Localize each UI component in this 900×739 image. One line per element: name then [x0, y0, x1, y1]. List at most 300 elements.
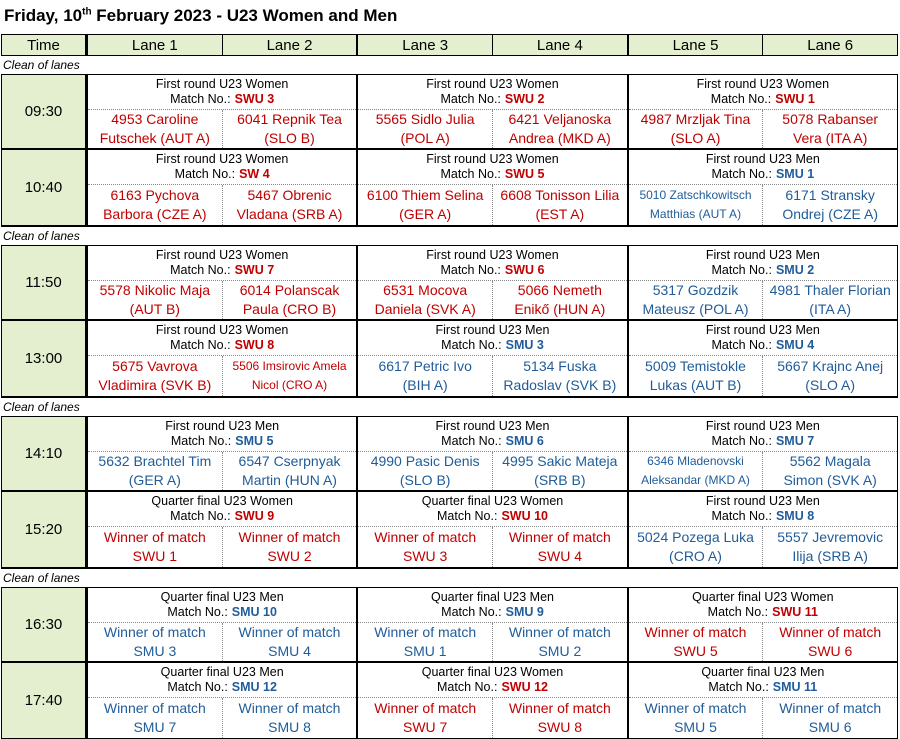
match-header — [629, 75, 897, 109]
round-label: First round U23 Men — [705, 494, 820, 508]
match-number-line — [358, 263, 626, 278]
match-number: SMU 8 — [775, 509, 815, 523]
match-no-label: Match No.: — [170, 434, 232, 448]
match-number: SWU 7 — [234, 263, 275, 277]
lane-entry-line: Nicol (CRO A) — [251, 378, 328, 392]
lane-entry-line: 5078 Rabanser — [782, 111, 879, 127]
lane-entry — [223, 698, 357, 738]
round-label: First round U23 Men — [705, 323, 820, 337]
lane-entry — [763, 110, 897, 148]
lane-entry-line: 6421 Veljanoska — [508, 111, 612, 127]
lane-entry-line: Winner of match — [238, 529, 341, 545]
match-no-label: Match No.: — [170, 509, 231, 523]
lane-entry-line: 6617 Petric Ivo — [378, 358, 472, 374]
round-label: First round U23 Men — [435, 323, 550, 337]
lane-entry-line: SWU 8 — [537, 719, 582, 735]
lane-pair — [629, 109, 897, 148]
lane-entry — [88, 698, 223, 738]
lane-entry-line: 6041 Repnik Tea — [237, 111, 342, 127]
header-lane-5: Lane 5 — [629, 35, 764, 55]
match-cell — [358, 75, 628, 148]
match-no-label: Match No.: — [167, 680, 228, 694]
lane-pair — [88, 109, 356, 148]
match-number-line — [88, 92, 356, 107]
clean-of-lanes-label: Clean of lanes — [3, 58, 80, 72]
lane-entry — [88, 623, 223, 661]
match-cell — [88, 246, 358, 319]
schedule-blocks — [1, 56, 898, 739]
time-block — [1, 74, 898, 226]
lane-entry-line: (AUT B) — [129, 301, 180, 317]
clean-of-lanes-label: Clean of lanes — [1, 397, 898, 416]
lane-entry — [223, 281, 357, 319]
match-cell — [629, 150, 897, 225]
lane-entry-line: 5024 Pozega Luka — [637, 529, 754, 545]
lane-entry-line: (SLO A) — [670, 130, 721, 146]
round-label: First round U23 Women — [155, 152, 289, 166]
lane-entry — [358, 452, 493, 490]
lane-pair — [358, 622, 626, 661]
match-cell — [88, 75, 358, 148]
lane-entry-line: Winner of match — [238, 624, 341, 640]
lane-pair — [358, 280, 626, 319]
lane-entry-line: Martin (HUN A) — [242, 472, 337, 488]
lane-entry-line: Winner of match — [644, 624, 747, 640]
header-lane-4: Lane 4 — [493, 35, 629, 55]
lane-entry — [88, 527, 223, 567]
match-number: SWU 11 — [772, 605, 818, 619]
match-no-label: Match No.: — [441, 434, 502, 448]
header-lane-2: Lane 2 — [223, 35, 359, 55]
lane-entry-line: SMU 7 — [133, 719, 177, 735]
round-label: First round U23 Women — [155, 323, 289, 337]
lane-entry — [493, 623, 627, 661]
match-cell — [358, 150, 628, 225]
lane-entry-line: Winner of match — [103, 624, 206, 640]
round-label: Quarter final U23 Women — [692, 590, 834, 604]
lane-entry — [358, 698, 493, 738]
lane-entry — [358, 185, 493, 225]
lane-entry — [629, 281, 764, 319]
round-label: Quarter final U23 Women — [421, 494, 564, 508]
time-cell: 14:10 — [2, 417, 88, 490]
lane-entry-line: Aleksandar (MKD A) — [641, 473, 750, 487]
lane-entry-line: Barbora (CZE A) — [103, 206, 207, 222]
match-header — [358, 246, 626, 280]
lane-entry-line: Vladimira (SVK B) — [98, 377, 212, 393]
lane-entry-line: Ondrej (CZE A) — [782, 206, 879, 222]
match-cell — [88, 417, 358, 490]
match-number: SMU 11 — [772, 680, 818, 694]
lane-entry — [88, 110, 223, 148]
match-header — [358, 321, 626, 355]
match-number-line — [358, 167, 626, 182]
round-label: First round U23 Men — [165, 419, 280, 433]
time-cell: 15:20 — [2, 492, 88, 567]
match-header — [629, 321, 897, 355]
clean-of-lanes-label: Clean of lanes — [1, 568, 898, 587]
lane-entry-line: (EST A) — [535, 206, 585, 222]
lane-pair — [629, 355, 897, 396]
lane-entry-line: 4987 Mrzljak Tina — [640, 111, 751, 127]
match-no-label: Match No.: — [711, 167, 772, 181]
match-number: SMU 1 — [775, 167, 815, 181]
match-header — [629, 588, 897, 622]
match-header — [358, 150, 626, 184]
lane-entry — [358, 527, 493, 567]
lane-entry-line: (GER A) — [128, 472, 181, 488]
match-number-line — [629, 338, 897, 353]
round-label: First round U23 Men — [435, 419, 550, 433]
lane-entry-line: Vera (ITA A) — [792, 130, 868, 146]
lane-entry-line: Mateusz (POL A) — [642, 301, 749, 317]
lane-entry-line: 5009 Temistokle — [645, 358, 746, 374]
match-number: SMU 10 — [231, 605, 277, 619]
match-no-label: Match No.: — [174, 167, 236, 181]
match-number: SWU 8 — [234, 338, 275, 352]
lane-entry-line: Simon (SVK A) — [783, 472, 877, 488]
lane-entry-line: SMU 4 — [268, 643, 311, 659]
lane-entry — [763, 185, 897, 225]
lane-entry-line: 5467 Obrenic — [247, 187, 332, 203]
match-header — [358, 663, 626, 697]
lane-entry — [763, 698, 897, 738]
lane-entry-line: 5506 Imsirovic Amela — [232, 359, 347, 373]
lane-entry — [629, 698, 764, 738]
lane-entry — [629, 110, 764, 148]
lane-entry-line: Paula (CRO B) — [242, 301, 337, 317]
round-label: Quarter final U23 Men — [160, 665, 284, 679]
match-cell — [358, 321, 628, 396]
lane-entry-line: 6547 Cserpnyak — [238, 453, 341, 469]
match-cell — [629, 75, 897, 148]
match-number-line — [88, 509, 356, 524]
lane-entry-line: Daniela (SVK A) — [374, 301, 476, 317]
lane-pair — [88, 526, 356, 567]
time-cell: 09:30 — [2, 75, 88, 148]
round-label: First round U23 Women — [426, 77, 559, 91]
lane-pair — [629, 280, 897, 319]
round-label: Quarter final U23 Men — [701, 665, 825, 679]
match-number-line — [629, 263, 897, 278]
lane-entry-line: Winner of match — [374, 700, 477, 716]
lane-entry-line: 5578 Nikolic Maja — [99, 282, 211, 298]
lane-pair — [358, 526, 626, 567]
round-label: First round U23 Men — [705, 248, 820, 262]
lane-entry-line: (SLO B) — [264, 130, 315, 146]
lane-entry-line: 6100 Thiem Selina — [366, 187, 484, 203]
lane-entry-line: Winner of match — [374, 529, 477, 545]
match-no-label: Match No.: — [711, 338, 772, 352]
lane-entry — [493, 356, 627, 396]
match-cell — [88, 588, 358, 661]
match-number: SMU 7 — [775, 434, 815, 448]
match-header — [358, 588, 626, 622]
schedule-row — [2, 321, 897, 396]
schedule-row — [2, 75, 897, 150]
lane-entry — [629, 527, 764, 567]
lane-entry-line: SMU 2 — [538, 643, 582, 659]
match-number: SMU 2 — [775, 263, 815, 277]
match-number-line — [629, 680, 897, 695]
lane-entry — [493, 185, 627, 225]
round-label: First round U23 Women — [155, 77, 289, 91]
match-cell — [88, 321, 358, 396]
match-header — [88, 321, 356, 355]
round-label: First round U23 Women — [696, 77, 830, 91]
match-header — [88, 663, 356, 697]
round-label: First round U23 Women — [155, 248, 289, 262]
lane-entry-line: SWU 2 — [267, 548, 312, 564]
lane-entry — [88, 185, 223, 225]
lane-pair — [88, 280, 356, 319]
match-number-line — [358, 338, 626, 353]
match-header — [358, 417, 626, 451]
lane-entry-line: (SRB B) — [534, 472, 586, 488]
header-time: Time — [2, 35, 88, 55]
match-no-label: Match No.: — [708, 680, 769, 694]
lane-pair — [358, 355, 626, 396]
lane-entry-line: 6608 Tonisson Lilia — [500, 187, 620, 203]
time-cell: 11:50 — [2, 246, 88, 319]
lane-entry-line: 5667 Krajnc Anej — [777, 358, 884, 374]
match-cell — [629, 663, 897, 738]
schedule-row — [2, 417, 897, 492]
schedule-row — [2, 246, 897, 321]
lane-entry-line: Andrea (MKD A) — [508, 130, 611, 146]
match-header — [629, 417, 897, 451]
match-no-label: Match No.: — [707, 605, 769, 619]
lane-entry-line: SMU 6 — [808, 719, 852, 735]
lane-entry-line: SWU 7 — [402, 719, 448, 735]
lane-entry-line: (SLO A) — [805, 377, 856, 393]
match-header — [629, 492, 897, 526]
round-label: Quarter final U23 Men — [431, 590, 554, 604]
time-block — [1, 587, 898, 739]
lane-entry-line: 5557 Jevremovic — [777, 529, 884, 545]
match-header — [88, 492, 356, 526]
lane-pair — [358, 451, 626, 490]
lane-entry — [629, 356, 764, 396]
match-header — [88, 150, 356, 184]
lane-pair — [88, 622, 356, 661]
match-header — [629, 246, 897, 280]
round-label: Quarter final U23 Men — [160, 590, 284, 604]
lane-entry — [763, 356, 897, 396]
match-header — [629, 150, 897, 184]
match-number: SWU 12 — [501, 680, 548, 694]
match-cell — [629, 417, 897, 490]
lane-entry-line: Radoslav (SVK B) — [503, 377, 617, 393]
lane-entry-line: Winner of match — [238, 700, 341, 716]
lane-entry-line: SWU 1 — [132, 548, 177, 564]
header-lane-1: Lane 1 — [88, 35, 223, 55]
match-cell — [358, 492, 628, 567]
match-number-line — [358, 434, 626, 449]
match-header — [88, 246, 356, 280]
match-number-line — [629, 605, 897, 620]
lane-entry-line: Winner of match — [779, 624, 882, 640]
time-block — [1, 245, 898, 397]
lane-entry-line: Winner of match — [644, 700, 747, 716]
lane-entry-line: 5134 Fuska — [523, 358, 597, 374]
lane-entry-line: 4995 Sakic Mateja — [502, 453, 618, 469]
match-number-line — [629, 167, 897, 182]
lane-pair — [88, 451, 356, 490]
match-number: SWU 1 — [775, 92, 815, 106]
time-block — [1, 416, 898, 568]
lane-entry — [493, 110, 627, 148]
match-number: SWU 2 — [504, 92, 545, 106]
lane-entry — [763, 281, 897, 319]
round-label: First round U23 Women — [426, 152, 559, 166]
lane-entry-line: SMU 8 — [268, 719, 311, 735]
lane-entry-line: 5562 Magala — [789, 453, 871, 469]
lane-entry-line: Futschek (AUT A) — [99, 130, 210, 146]
match-no-label: Match No.: — [711, 509, 772, 523]
match-no-label: Match No.: — [440, 167, 501, 181]
lane-entry — [493, 281, 627, 319]
lane-entry-line: SWU 6 — [807, 643, 853, 659]
match-no-label: Match No.: — [711, 434, 772, 448]
lane-entry-line: 6531 Mocova — [383, 282, 468, 298]
lane-entry — [763, 623, 897, 661]
lane-entry-line: Matthias (AUT A) — [649, 207, 742, 221]
lane-pair — [358, 184, 626, 225]
lane-entry-line: Ilija (SRB A) — [792, 548, 868, 564]
lane-entry-line: SMU 1 — [403, 643, 447, 659]
lane-entry — [223, 527, 357, 567]
lane-entry — [358, 281, 493, 319]
lane-entry — [358, 110, 493, 148]
match-cell — [358, 417, 628, 490]
lane-entry — [223, 185, 357, 225]
match-number: SMU 5 — [235, 434, 274, 448]
lane-entry — [88, 452, 223, 490]
round-label: Quarter final U23 Women — [151, 494, 293, 508]
lane-entry-line: Winner of match — [103, 529, 206, 545]
lane-entry-line: SMU 3 — [133, 643, 177, 659]
match-number-line — [358, 605, 626, 620]
match-number-line — [88, 434, 356, 449]
lane-entry-line: 5565 Sidlo Julia — [375, 111, 475, 127]
lane-entry-line: Winner of match — [779, 700, 882, 716]
lane-entry-line: SMU 5 — [674, 719, 717, 735]
match-no-label: Match No.: — [710, 92, 772, 106]
match-header — [629, 663, 897, 697]
lane-entry — [88, 281, 223, 319]
lane-entry-line: 4981 Thaler Florian — [769, 282, 891, 298]
match-no-label: Match No.: — [440, 263, 501, 277]
match-header — [88, 75, 356, 109]
match-number-line — [88, 263, 356, 278]
schedule-row — [2, 663, 897, 738]
match-number: SWU 3 — [234, 92, 275, 106]
match-number-line — [629, 509, 897, 524]
round-label: First round U23 Men — [705, 419, 820, 433]
match-number: SMU 3 — [505, 338, 544, 352]
lane-entry-line: (SLO B) — [399, 472, 451, 488]
match-no-label: Match No.: — [170, 92, 231, 106]
header-lane-6: Lane 6 — [763, 35, 897, 55]
match-number: SWU 10 — [501, 509, 548, 523]
lane-entry — [358, 356, 493, 396]
match-cell — [629, 588, 897, 661]
lane-entry-line: 6014 Polanscak — [239, 282, 340, 298]
schedule-grid — [1, 34, 898, 739]
time-cell: 16:30 — [2, 588, 88, 661]
match-number: SWU 5 — [504, 167, 545, 181]
match-header — [88, 588, 356, 622]
lane-entry — [763, 452, 897, 490]
lane-entry-line: 5632 Brachtel Tim — [98, 453, 212, 469]
match-no-label: Match No.: — [437, 680, 498, 694]
lane-entry-line: Winner of match — [508, 700, 611, 716]
match-number-line — [629, 92, 897, 107]
match-cell — [358, 588, 628, 661]
lane-entry-line: (BIH A) — [402, 377, 448, 393]
lane-entry — [223, 110, 357, 148]
lane-entry-line: Lukas (AUT B) — [649, 377, 742, 393]
match-number: SWU 6 — [504, 263, 545, 277]
match-no-label: Match No.: — [711, 263, 772, 277]
page-title: Friday, 10th February 2023 - U23 Women and Men — [4, 6, 398, 25]
lane-entry-line: 5317 Gozdzik — [652, 282, 739, 298]
lane-entry-line: (CRO A) — [669, 548, 722, 564]
lane-entry-line: SWU 5 — [673, 643, 718, 659]
lane-entry — [358, 623, 493, 661]
match-number-line — [88, 338, 356, 353]
match-number-line — [88, 167, 356, 182]
lane-pair — [629, 526, 897, 567]
match-number: SMU 4 — [775, 338, 815, 352]
lane-entry — [629, 623, 764, 661]
match-no-label: Match No.: — [441, 338, 502, 352]
lane-pair — [629, 622, 897, 661]
lane-entry — [493, 527, 627, 567]
match-cell — [629, 492, 897, 567]
match-number-line — [88, 680, 356, 695]
header-row — [1, 34, 898, 56]
round-label: First round U23 Women — [426, 248, 559, 262]
lane-entry-line: Vladana (SRB A) — [236, 206, 343, 222]
match-number-line — [358, 509, 626, 524]
match-cell — [629, 321, 897, 396]
match-number-line — [358, 680, 626, 695]
lane-entry — [629, 452, 764, 490]
match-cell — [358, 663, 628, 738]
lane-entry-line: SWU 3 — [402, 548, 448, 564]
lane-entry-line: Enikő (HUN A) — [514, 301, 606, 317]
lane-entry-line: (ITA A) — [809, 301, 852, 317]
match-no-label: Match No.: — [437, 509, 498, 523]
lane-pair — [358, 109, 626, 148]
round-label: First round U23 Men — [705, 152, 820, 166]
lane-entry-line: 5675 Vavrova — [112, 358, 198, 374]
match-number: SW 4 — [239, 167, 270, 181]
match-no-label: Match No.: — [170, 263, 231, 277]
match-header — [358, 492, 626, 526]
lane-entry — [88, 356, 223, 396]
lane-entry-line: Winner of match — [508, 529, 611, 545]
match-number-line — [629, 434, 897, 449]
lane-entry-line: 6346 Mladenovski — [647, 454, 744, 468]
match-cell — [88, 492, 358, 567]
lane-entry — [223, 356, 357, 396]
schedule-row — [2, 492, 897, 567]
lane-entry-line: SWU 4 — [537, 548, 582, 564]
match-no-label: Match No.: — [440, 92, 501, 106]
